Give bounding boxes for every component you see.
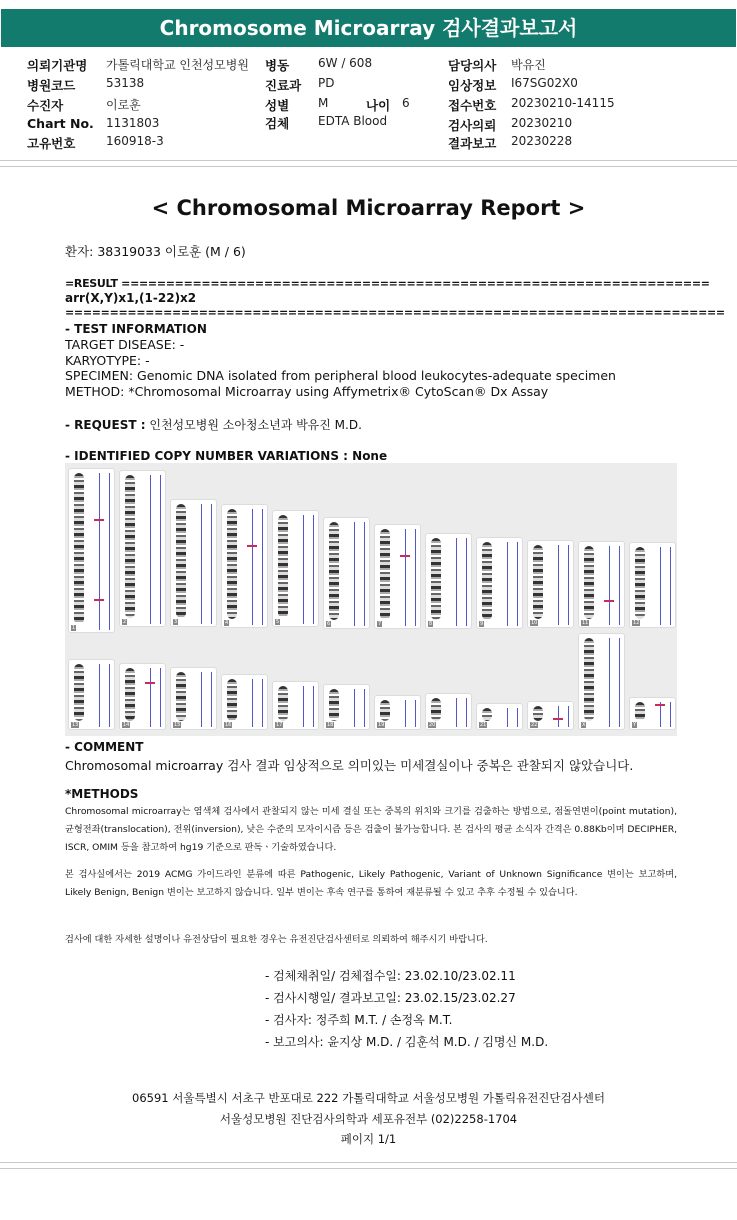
chromosome-ideogram: [431, 538, 441, 620]
chromosome-ideogram: [176, 504, 186, 618]
patient-line: 환자: 38319033 이로훈 (M / 6): [65, 244, 246, 259]
patient-value: 이로훈: [106, 98, 141, 112]
chromosome-number: 8: [429, 621, 433, 627]
copy-number-line: [568, 706, 569, 727]
copy-number-line: [109, 473, 110, 630]
copy-number-line: [466, 538, 467, 626]
chromosome-15: [170, 667, 217, 730]
copy-number-line: [619, 546, 620, 625]
chromosome-number: 6: [327, 621, 331, 627]
chromosome-ideogram: [125, 475, 135, 618]
footer-address: 06591 서울특별시 서초구 반포대로 222 가톨릭대학교 서울성모병원 가톨릭유전진단검사센터: [132, 1091, 605, 1105]
chromosome-number: 5: [276, 619, 280, 625]
chromosome-5: [272, 510, 319, 627]
reporters: - 보고의사: 윤지상 M.D. / 김훈석 M.D. / 김명신 M.D.: [265, 1035, 549, 1049]
doctor-value: 박유진: [511, 58, 546, 72]
chromosome-18: [323, 684, 370, 730]
org-label: 의뢰기관명: [27, 58, 88, 73]
copy-number-line: [354, 689, 355, 727]
age-label: 나이: [366, 98, 391, 113]
chromosome-number: 14: [123, 722, 130, 728]
result-label: =RESULT ==================================================================: [65, 277, 710, 290]
copy-number-line: [262, 679, 263, 727]
dates-collection: - 검체채취일/ 검체접수일: 23.02.10/23.02.11: [265, 969, 516, 983]
copy-number-line: [609, 546, 610, 625]
chromosome-17: [272, 681, 319, 730]
chromosome-ideogram: [482, 708, 492, 721]
copy-number-line: [670, 702, 671, 727]
chromosome-8: [425, 533, 472, 629]
copy-number-line: [670, 547, 671, 625]
cnv-marker: [94, 599, 104, 601]
chromosome-22: [527, 701, 574, 730]
chromosome-number: 2: [123, 619, 127, 625]
footer-divider: [0, 1162, 737, 1163]
footer-dept: 서울성모병원 진단검사의학과 세포유전부 (02)2258-1704: [219, 1112, 518, 1126]
comment-text: Chromosomal microarray 검사 결과 임상적으로 의미있는 미세결실이나 중복은 관찰되지 않았습니다.: [65, 758, 634, 773]
chromosome-ideogram: [482, 542, 492, 620]
result-value: arr(X,Y)x1,(1-22)x2: [65, 291, 197, 305]
methods-p3: 검사에 대한 자세한 설명이나 유전상담이 필요한 경우는 유전진단검사센터로 의뢰하여 해주시기 바랍니다.: [65, 934, 488, 945]
chromosome-14: [119, 663, 166, 730]
chromosome-12: [629, 542, 676, 628]
header-divider-2: [0, 166, 737, 167]
report-date-value: 20230228: [511, 134, 573, 148]
chromosome-ideogram: [125, 668, 135, 721]
unique-label: 고유번호: [27, 136, 76, 151]
chromosome-number: 19: [378, 722, 385, 728]
chromosome-ideogram: [329, 522, 339, 620]
dates-test: - 검사시행일/ 결과보고일: 23.02.15/23.02.27: [265, 991, 516, 1005]
org-value: 가톨릭대학교 인천성모병원: [106, 58, 249, 72]
target-disease: TARGET DISEASE: -: [65, 337, 185, 352]
chromosome-number: 4: [225, 620, 229, 626]
copy-number-line: [507, 542, 508, 626]
cnv-marker: [655, 704, 665, 706]
copy-number-line: [211, 504, 212, 624]
sex-value: M: [318, 96, 329, 110]
copy-number-line: [364, 689, 365, 727]
copy-number-line: [405, 529, 406, 626]
receipt-value: 20230210-14115: [511, 96, 615, 110]
copy-number-line: [456, 698, 457, 727]
report-title-bar: Chromosome Microarray 검사결과보고서: [1, 9, 736, 47]
copy-number-line: [456, 538, 457, 626]
chromosome-X: [578, 633, 625, 730]
copy-number-line: [262, 509, 263, 625]
footer-page: 페이지 1/1: [340, 1132, 397, 1146]
cnv-marker: [145, 682, 155, 684]
clinical-value: I67SG02X0: [511, 76, 578, 90]
chromosome-ideogram: [380, 529, 390, 620]
chromosome-ideogram: [74, 473, 84, 624]
chromosome-number: 16: [225, 722, 232, 728]
copy-number-line: [568, 545, 569, 625]
chromosome-number: Y: [633, 722, 637, 728]
testers: - 검사자: 정주희 M.T. / 손정옥 M.T.: [265, 1013, 453, 1027]
chromosome-number: 10: [531, 620, 538, 626]
copy-number-line: [303, 686, 304, 727]
cnv-label: - IDENTIFIED COPY NUMBER VARIATIONS : None: [65, 449, 388, 463]
copy-number-line: [252, 679, 253, 727]
chromosome-ideogram: [278, 515, 288, 618]
chromosome-number: 21: [480, 722, 487, 728]
chromosome-number: 11: [582, 620, 589, 626]
copy-number-line: [415, 700, 416, 727]
copy-number-line: [109, 664, 110, 727]
copy-number-line: [660, 547, 661, 625]
karyotype: KARYOTYPE: -: [65, 353, 150, 368]
chromosome-number: 13: [72, 722, 79, 728]
chromosome-ideogram: [380, 700, 390, 721]
chromosome-number: 18: [327, 722, 334, 728]
chromosome-ideogram: [329, 689, 339, 721]
result-divider: ==========================================================================: [65, 306, 725, 319]
chromosome-16: [221, 674, 268, 730]
patient-label: 수진자: [27, 98, 64, 113]
chromosome-20: [425, 693, 472, 730]
copy-number-line: [405, 700, 406, 727]
method-line: METHOD: *Chromosomal Microarray using Affymetrix® CytoScan® Dx Assay: [65, 384, 549, 399]
copy-number-line: [354, 522, 355, 626]
chromosome-19: [374, 695, 421, 730]
chromosome-10: [527, 540, 574, 628]
copy-number-line: [517, 542, 518, 626]
chromosome-Y: [629, 697, 676, 730]
chromosome-21: [476, 703, 523, 730]
copy-number-line: [160, 475, 161, 624]
chromosome-number: 22: [531, 722, 538, 728]
chromosome-6: [323, 517, 370, 629]
copy-number-line: [609, 638, 610, 727]
chromosome-number: X: [582, 722, 586, 728]
request-label: - REQUEST :: [65, 418, 146, 432]
methods-label: *METHODS: [65, 787, 139, 801]
chromosome-11: [578, 541, 625, 628]
cnv-marker: [94, 519, 104, 521]
copy-number-line: [415, 529, 416, 626]
copy-number-line: [507, 708, 508, 727]
chart-label: Chart No.: [27, 116, 94, 131]
copy-number-line: [558, 706, 559, 727]
chromosome-ideogram: [176, 672, 186, 721]
chromosome-ideogram: [431, 698, 441, 721]
copy-number-line: [99, 664, 100, 727]
chromosome-2: [119, 470, 166, 627]
unique-value: 160918-3: [106, 134, 164, 148]
chromosome-7: [374, 524, 421, 629]
dept-label: 진료과: [265, 78, 302, 93]
copy-number-line: [517, 708, 518, 727]
sex-label: 성별: [265, 98, 290, 113]
copy-number-line: [558, 545, 559, 625]
age-value: 6: [402, 96, 410, 110]
chromosome-number: 9: [480, 621, 484, 627]
doctor-label: 담당의사: [448, 58, 497, 73]
specimen-value: EDTA Blood: [318, 114, 388, 128]
chromosome-number: 3: [174, 619, 178, 625]
request-value: 인천성모병원 소아청소년과 박유진 M.D.: [145, 418, 362, 432]
copy-number-line: [201, 504, 202, 624]
copy-number-line: [466, 698, 467, 727]
header-divider: [0, 160, 737, 161]
request-date-label: 검사의뢰: [448, 118, 497, 133]
copy-number-line: [150, 668, 151, 727]
chromosome-number: 7: [378, 621, 382, 627]
comment-label: - COMMENT: [65, 740, 144, 754]
chromosome-4: [221, 504, 268, 628]
ward-label: 병동: [265, 58, 290, 73]
chromosome-3: [170, 499, 217, 627]
copy-number-line: [303, 515, 304, 624]
report-heading: < Chromosomal Microarray Report >: [151, 196, 586, 220]
request-line: [65, 416, 362, 433]
clinical-label: 임상정보: [448, 78, 497, 93]
karyogram-image: [65, 463, 677, 736]
specimen-label: 검체: [265, 116, 290, 131]
methods-p1: Chromosomal microarray는 염색체 검사에서 관찰되지 않는 미세 결실 또는 중복의 위치와 크기를 검출하는 방법으로, 점돌연변이(point mutation), 균형전좌(translocation), 전위(inversion), 낮은 수준의 모자이시즘 등은 검출이 불가능합니다. 본 검사의 평균 소식자 간격은 0.88Kb이며 DECIPHER, ISCR, OMIM 등을 참고하여 hg19 기준으로 판독ㆍ기술하였습니다.: [65, 806, 677, 853]
cnv-marker: [604, 600, 614, 602]
code-label: 병원코드: [27, 78, 76, 93]
copy-number-line: [364, 522, 365, 626]
specimen-line: SPECIMEN: Genomic DNA isolated from peripheral blood leukocytes-adequate specimen: [65, 368, 616, 383]
chromosome-ideogram: [635, 702, 645, 721]
copy-number-line: [252, 509, 253, 625]
copy-number-line: [150, 475, 151, 624]
dept-value: PD: [318, 76, 335, 90]
chromosome-ideogram: [227, 509, 237, 619]
copy-number-line: [211, 672, 212, 727]
chromosome-ideogram: [584, 546, 594, 619]
ward-value: 6W / 608: [318, 56, 373, 70]
methods-p2: 본 검사실에서는 2019 ACMG 가이드라인 분류에 따른 Pathogenic, Likely Pathogenic, Variant of Unknown Significance 변이는 보고하며, Likely Benign, Benign 변이는 보고하지 않습니다. 일부 변이는 후속 연구를 통하여 재분류될 수 있고 추후 수정될 수 있습니다.: [65, 869, 677, 898]
chromosome-number: 20: [429, 722, 436, 728]
cnv-marker: [553, 718, 563, 720]
chromosome-ideogram: [227, 679, 237, 721]
chromosome-ideogram: [74, 664, 84, 721]
receipt-label: 접수번호: [448, 98, 497, 113]
chromosome-1: [68, 468, 115, 633]
copy-number-line: [313, 515, 314, 624]
chart-value: 1131803: [106, 116, 160, 130]
chromosome-13: [68, 659, 115, 730]
patient-header: [0, 52, 737, 152]
chromosome-number: 15: [174, 722, 181, 728]
report-date-label: 결과보고: [448, 136, 497, 151]
chromosome-ideogram: [533, 706, 543, 721]
test-info-label: - TEST INFORMATION: [65, 322, 207, 336]
code-value: 53138: [106, 76, 145, 90]
chromosome-ideogram: [635, 547, 645, 619]
cnv-marker: [247, 545, 257, 547]
chromosome-9: [476, 537, 523, 629]
copy-number-line: [619, 638, 620, 727]
chromosome-ideogram: [533, 545, 543, 619]
copy-number-line: [201, 672, 202, 727]
request-date-value: 20230210: [511, 116, 573, 130]
chromosome-number: 17: [276, 722, 283, 728]
chromosome-number: 1: [72, 625, 76, 631]
chromosome-ideogram: [584, 638, 594, 721]
copy-number-line: [160, 668, 161, 727]
cnv-marker: [400, 555, 410, 557]
footer-divider-2: [0, 1168, 737, 1169]
chromosome-ideogram: [278, 686, 288, 721]
copy-number-line: [313, 686, 314, 727]
chromosome-number: 12: [633, 620, 640, 626]
copy-number-line: [99, 473, 100, 630]
